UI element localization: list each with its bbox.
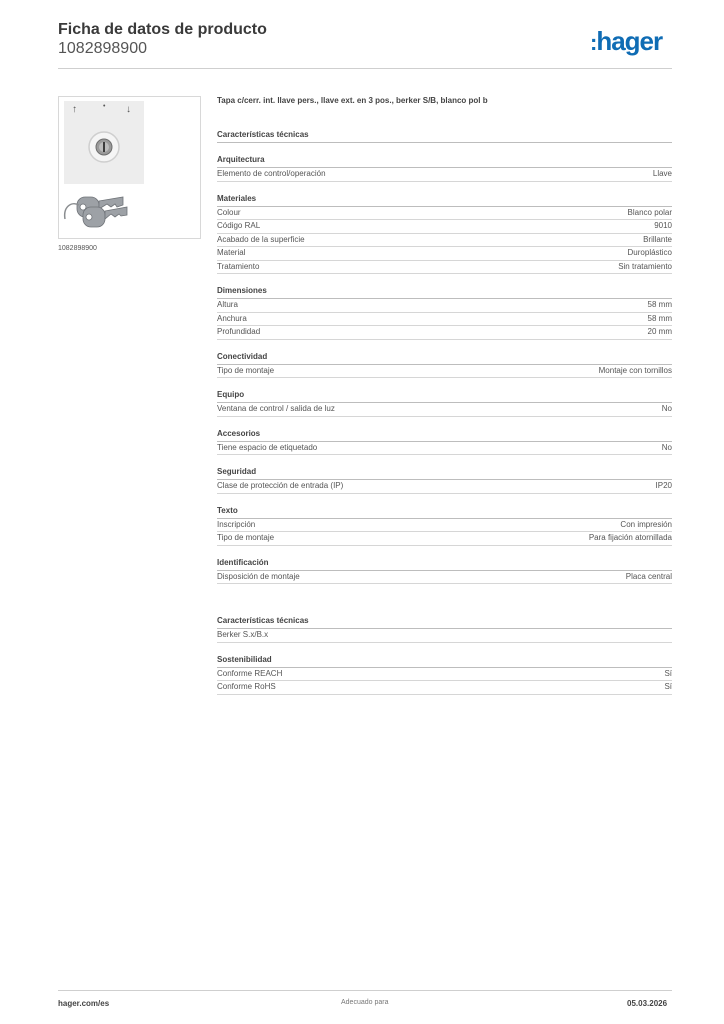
- spec-row: [217, 442, 672, 456]
- spec-row: [217, 403, 672, 417]
- spec-value: 20 mm: [647, 327, 672, 336]
- spec-row: [217, 365, 672, 379]
- section-title: Conectividad: [217, 340, 672, 365]
- header-divider: [58, 68, 672, 69]
- spec-value: Con impresión: [620, 519, 672, 529]
- section-title: Identificación: [217, 546, 672, 571]
- spec-label: Disposición de montaje: [217, 571, 300, 581]
- arrow-down-icon: ↓: [126, 104, 131, 115]
- spec-value: Sí: [664, 668, 672, 678]
- spec-value: Blanco polar: [627, 207, 672, 217]
- spec-table: [217, 96, 672, 695]
- spec-row: [217, 234, 672, 248]
- spec-row: [217, 532, 672, 546]
- section-title: Accesorios: [217, 417, 672, 442]
- section-title: Características técnicas: [217, 604, 672, 629]
- spec-row: [217, 519, 672, 533]
- section-title: Equipo: [217, 378, 672, 403]
- spec-label: Acabado de la superficie: [217, 234, 305, 244]
- spec-value: No: [661, 442, 672, 452]
- spec-value: IP20: [655, 481, 672, 490]
- product-image: [58, 96, 201, 239]
- spec-section: [217, 455, 672, 494]
- product-description: Tapa c/cerr. int. llave pers., llave ext. en 3 pos., berker S/B, blanco pol b: [217, 96, 488, 105]
- spec-label: Berker S.x/B.x: [217, 630, 269, 639]
- spec-label: Elemento de control/operación: [217, 169, 326, 178]
- spec-row: [217, 247, 672, 261]
- spec-section: [217, 643, 672, 695]
- spec-section: [217, 494, 672, 546]
- spec-row: [217, 261, 672, 275]
- spec-value: 9010: [654, 221, 672, 230]
- footer-date: 05.03.2026: [627, 999, 668, 1008]
- spec-value: 58 mm: [647, 300, 672, 309]
- spec-label: Tipo de montaje: [217, 365, 275, 375]
- spec-value: 58 mm: [647, 313, 672, 323]
- website-link[interactable]: hager.com/es: [58, 999, 110, 1008]
- dot-icon: •: [103, 103, 106, 110]
- spec-row: [217, 326, 672, 340]
- spec-row: [217, 571, 672, 585]
- spec-label: Tiene espacio de etiquetado: [217, 442, 318, 452]
- image-caption: 1082898900: [58, 245, 97, 252]
- spec-row: [217, 480, 672, 494]
- footer-suitable: Adecuado para: [341, 999, 389, 1006]
- spec-value: Sí: [664, 682, 672, 691]
- page-title: Ficha de datos de producto: [58, 21, 267, 38]
- section-title: Materiales: [217, 182, 672, 207]
- spec-row: [217, 220, 672, 234]
- spec-row: [217, 313, 672, 327]
- spec-label: Conforme REACH: [217, 668, 283, 678]
- product-number: 1082898900: [58, 40, 147, 57]
- section-title: Dimensiones: [217, 274, 672, 299]
- spec-label: Ventana de control / salida de luz: [217, 404, 335, 413]
- spec-section: [217, 378, 672, 417]
- spec-value: Placa central: [625, 571, 672, 581]
- spec-value: Llave: [652, 169, 672, 178]
- spec-section: [217, 182, 672, 275]
- spec-section: [217, 274, 672, 340]
- keys-icon: [59, 97, 202, 240]
- spec-value: Brillante: [643, 234, 672, 244]
- spec-row: [217, 629, 672, 643]
- spec-row: [217, 168, 672, 182]
- spec-row: [217, 299, 672, 313]
- spec-row: [217, 668, 672, 682]
- arrow-up-icon: ↑: [72, 104, 77, 115]
- spec-label: Inscripción: [217, 519, 256, 529]
- spec-value: Sin tratamiento: [618, 261, 672, 271]
- section-title: Sostenibilidad: [217, 643, 672, 668]
- spec-label: Profundidad: [217, 327, 261, 336]
- spec-section: [217, 143, 672, 182]
- spec-label: Tipo de montaje: [217, 533, 275, 542]
- spec-label: Clase de protección de entrada (IP): [217, 481, 344, 490]
- spec-label: Colour: [217, 207, 241, 217]
- spec-value: No: [661, 404, 672, 413]
- spec-row: [217, 207, 672, 221]
- spec-label: Material: [217, 248, 246, 257]
- spec-section: [217, 604, 672, 643]
- spec-label: Conforme RoHS: [217, 682, 276, 691]
- section-title: Arquitectura: [217, 143, 672, 168]
- spec-label: Anchura: [217, 313, 247, 323]
- spec-label: Altura: [217, 300, 238, 309]
- section-title: Texto: [217, 494, 672, 519]
- spec-section: [217, 417, 672, 456]
- section-title: Seguridad: [217, 455, 672, 480]
- spec-section: [217, 110, 672, 143]
- spec-label: Código RAL: [217, 221, 261, 230]
- spec-section: [217, 546, 672, 585]
- footer-divider: [58, 990, 672, 991]
- spec-value: Duroplástico: [627, 248, 672, 257]
- spec-value: Montaje con tornillos: [598, 365, 672, 375]
- spec-value: Para fijación atornillada: [588, 533, 672, 542]
- hager-logo: :hager: [590, 26, 663, 56]
- spec-label: Tratamiento: [217, 261, 260, 271]
- spec-row: [217, 681, 672, 695]
- spec-section: [217, 340, 672, 379]
- section-title: Características técnicas: [217, 110, 672, 143]
